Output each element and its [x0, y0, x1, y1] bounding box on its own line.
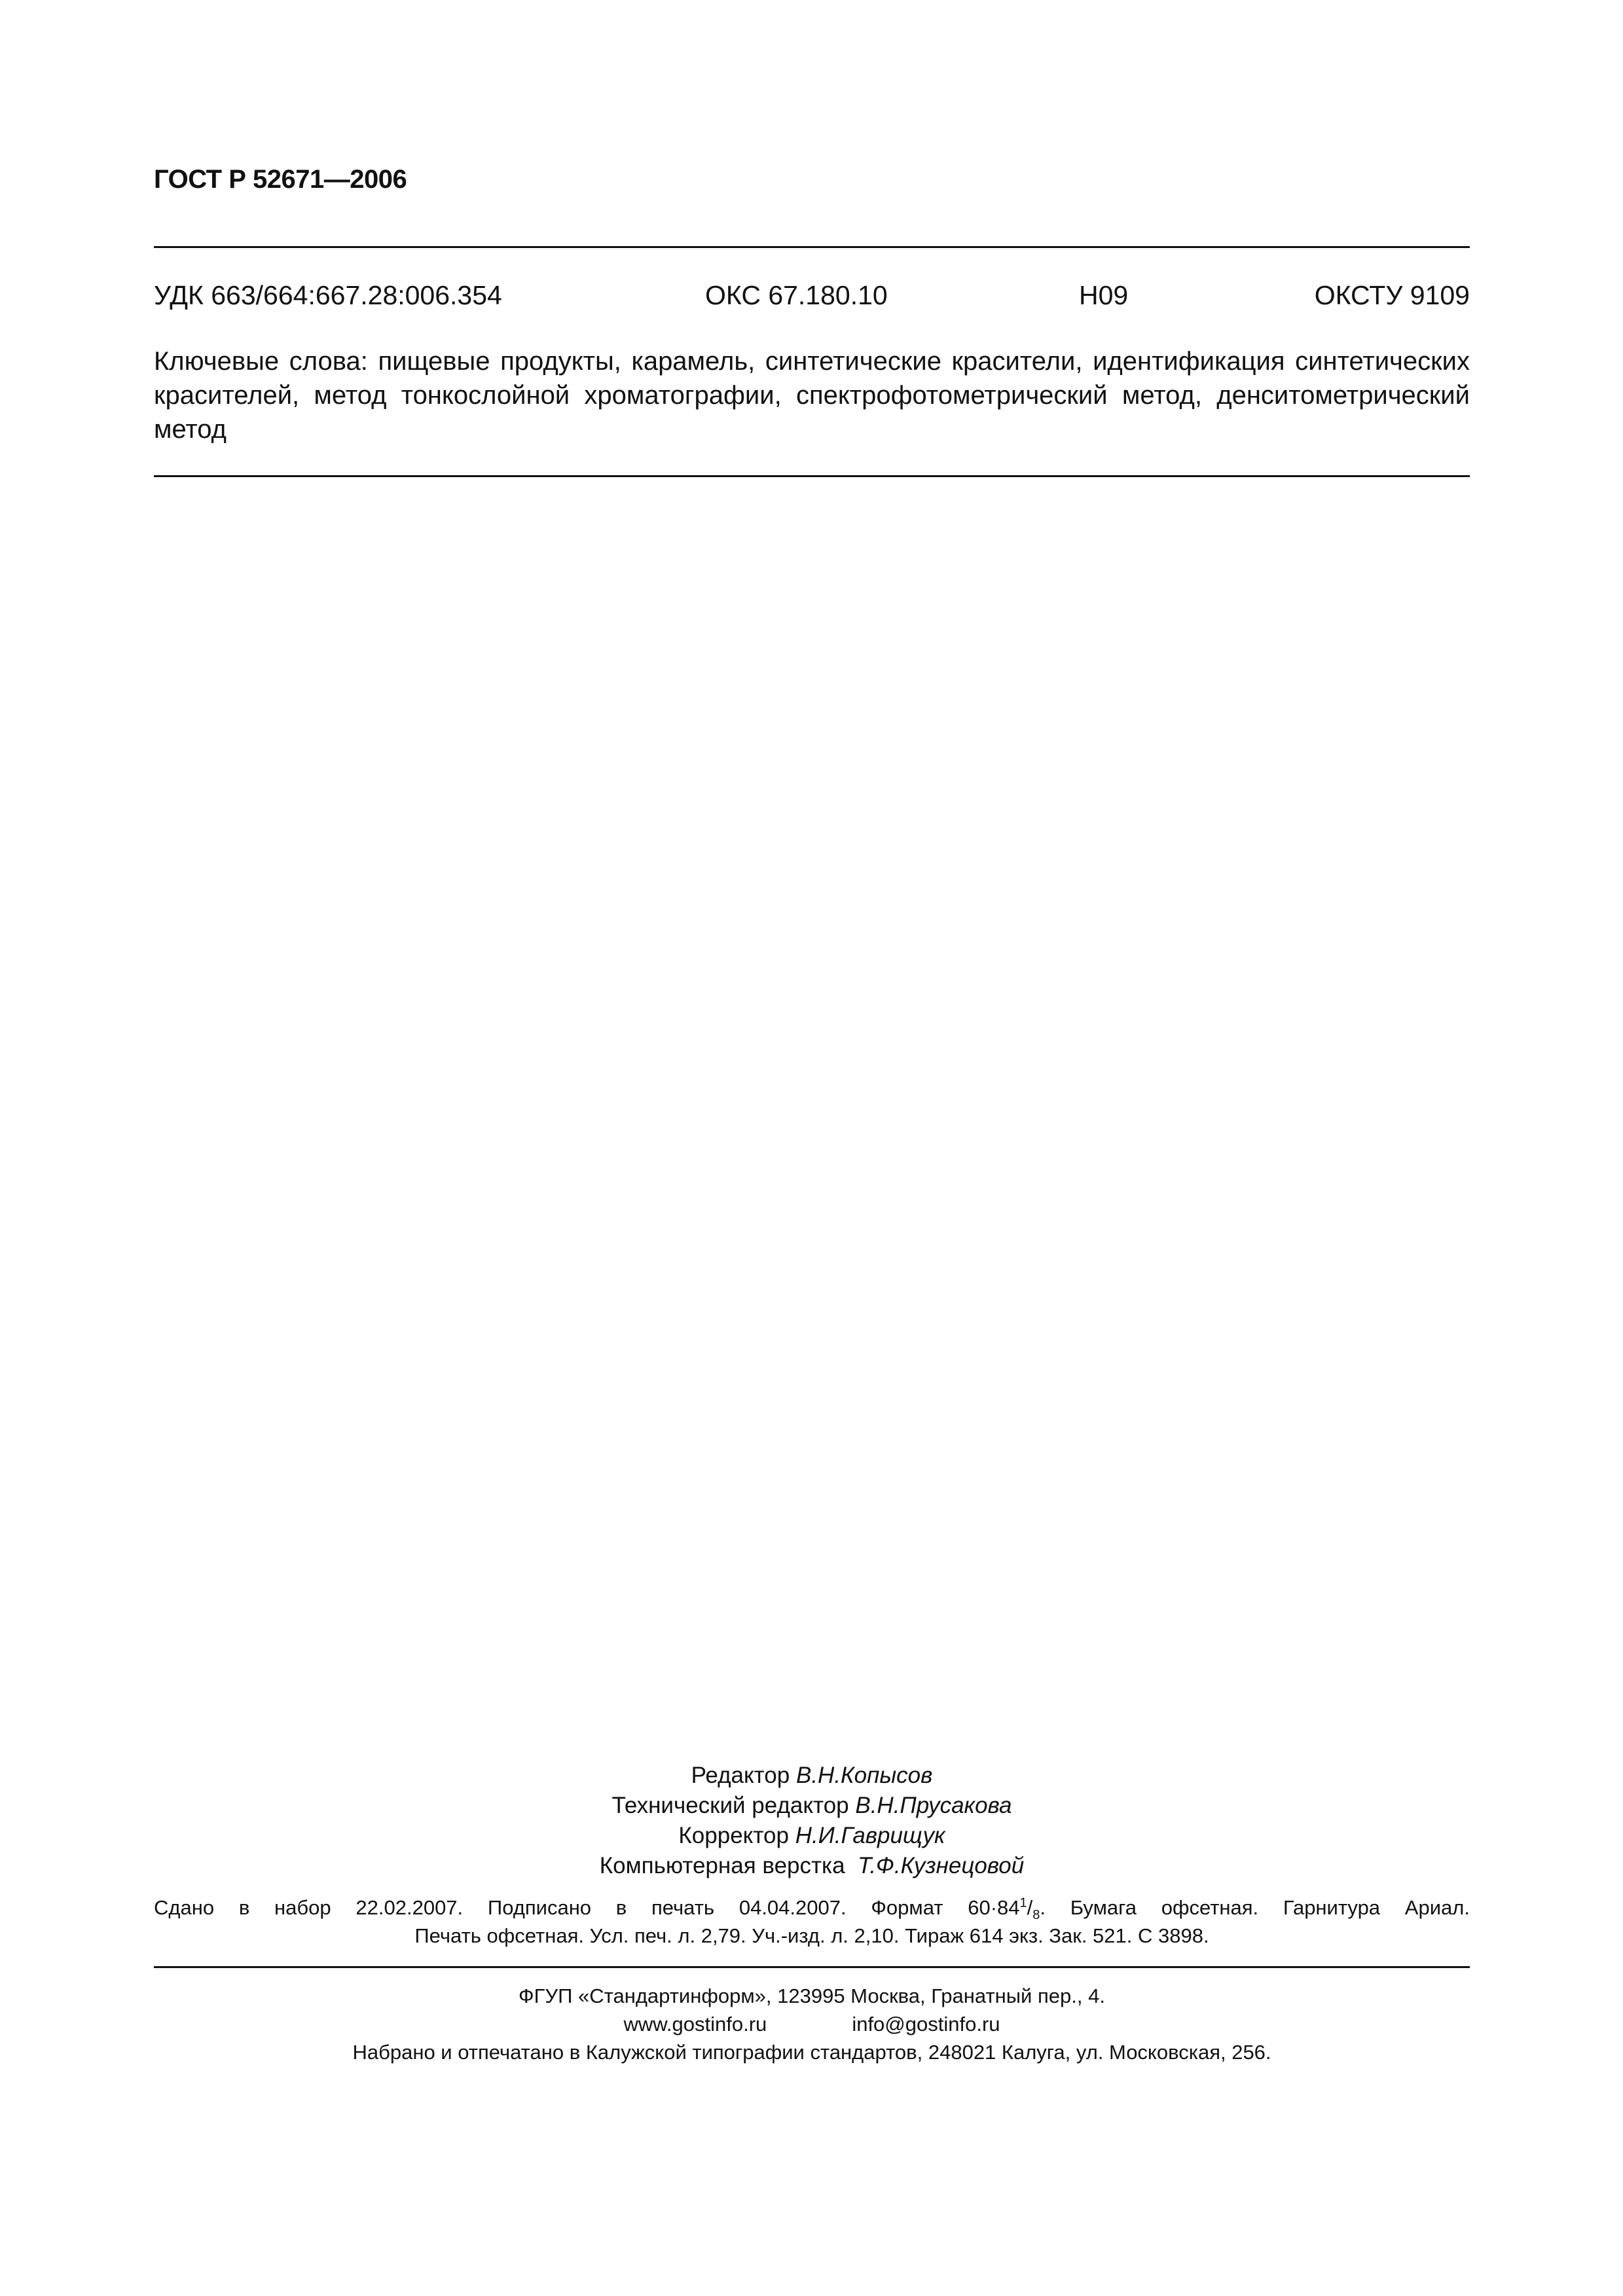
okstu-code: ОКСТУ 9109: [1314, 280, 1470, 310]
editor-line: [154, 1761, 1470, 1791]
udk-code: УДК 663/664:667.28:006.354: [154, 280, 502, 310]
format-fraction-denominator: 8: [1032, 1908, 1040, 1923]
printer-line: Набрано и отпечатано в Калужской типографии стандартов, 248021 Калуга, ул. Московская, 256.: [352, 2041, 1271, 2064]
publisher-contacts: [154, 2010, 1470, 2038]
tech-editor-line: [154, 1791, 1470, 1821]
imprint-line-1: Сдано в набор 22.02.2007. Подписано в печать 04.04.2007. Формат $60\cdot 84^1/_8$. Бумага офсетная. Гарнитура Ариал.: [154, 1895, 1470, 1923]
publisher-website: www.gostinfo.ru: [623, 2013, 767, 2036]
layout-name: Т.Ф.Кузнецовой: [858, 1853, 1025, 1878]
tech-editor-role: Технический редактор: [611, 1793, 849, 1818]
top-divider: [154, 246, 1470, 248]
imprint-line-1-end: . Бумага офсетная. Гарнитура Ариал.: [1040, 1896, 1470, 1919]
corrector-role: Корректор: [678, 1823, 789, 1848]
corrector-name: Н.И.Гаврищук: [795, 1823, 945, 1848]
publisher-address: ФГУП «Стандартинформ», 123995 Москва, Гранатный пер., 4.: [519, 1984, 1105, 2007]
bottom-divider: [154, 1966, 1470, 1968]
format-fraction-numerator: 1: [1019, 1895, 1027, 1910]
publisher-email: info@gostinfo.ru: [852, 2013, 1000, 2036]
keywords-divider: [154, 475, 1470, 477]
layout-role: Компьютерная верстка: [599, 1853, 845, 1878]
editor-role: Редактор: [691, 1763, 790, 1788]
tech-editor-name: В.Н.Прусакова: [855, 1793, 1012, 1818]
editor-name: В.Н.Копысов: [795, 1763, 933, 1788]
keywords-paragraph: Ключевые слова: пищевые продукты, карамель, синтетические красители, идентификация синтетических красителей, метод тонкослойной хроматографии, спектрофотометрический метод, денситометрический метод: [154, 347, 1470, 444]
publisher-block: [154, 1982, 1470, 2066]
corrector-line: [154, 1821, 1470, 1851]
group-code: Н09: [1079, 280, 1129, 310]
imprint-line-2: Печать офсетная. Усл. печ. л. 2,79. Уч.-изд. л. 2,10. Тираж 614 экз. Зак. 521. С 3898.: [414, 1924, 1209, 1947]
credits-block: [154, 1761, 1470, 1881]
imprint-line-1-start: Сдано в набор 22.02.2007. Подписано в печать 04.04.2007. Формат 60·84: [154, 1896, 1020, 1919]
standard-id: ГОСТ Р 52671—2006: [154, 165, 407, 194]
layout-line: [154, 1851, 1470, 1881]
imprint-block: [154, 1893, 1470, 1950]
classification-row: [154, 280, 1470, 317]
oks-code: ОКС 67.180.10: [705, 280, 888, 310]
